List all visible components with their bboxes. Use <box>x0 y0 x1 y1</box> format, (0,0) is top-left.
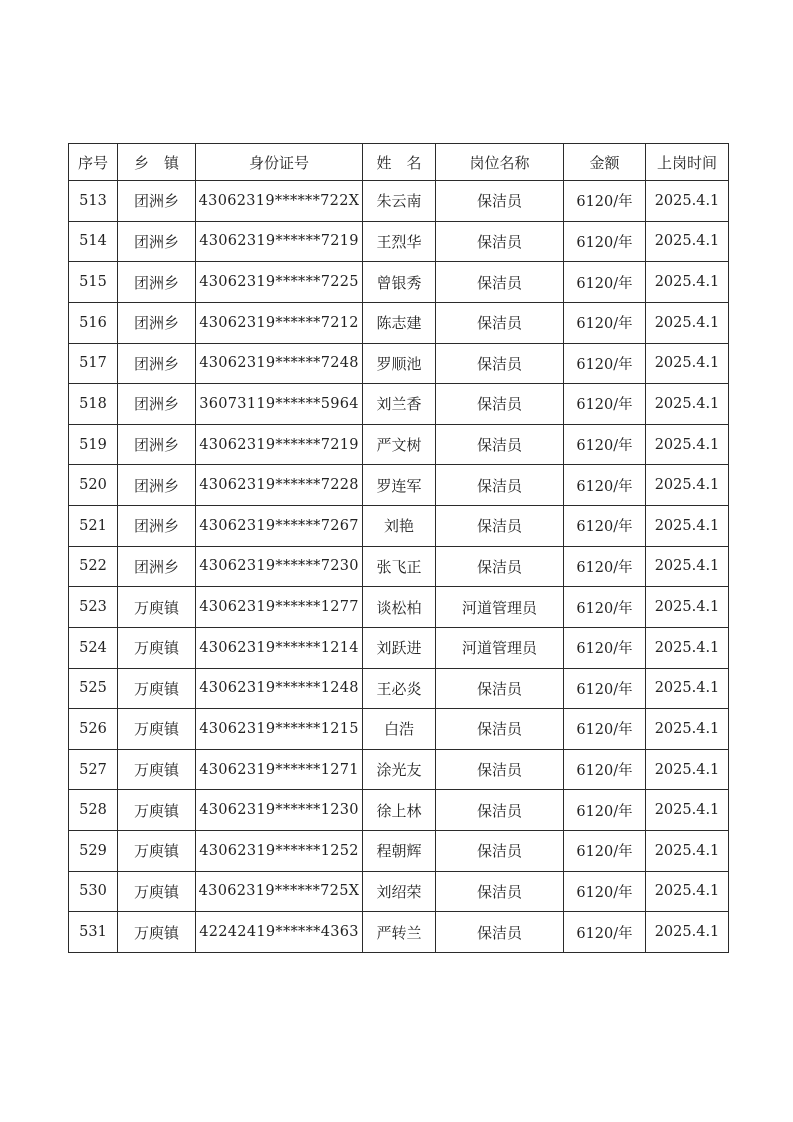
cell-seq: 520 <box>69 465 118 506</box>
cell-township: 万庾镇 <box>118 627 196 668</box>
cell-id_number: 43062319******7225 <box>196 262 363 303</box>
cell-township: 团洲乡 <box>118 465 196 506</box>
column-header-start_date: 上岗时间 <box>646 144 729 181</box>
cell-start_date: 2025.4.1 <box>646 546 729 587</box>
cell-amount: 6120/年 <box>564 587 646 628</box>
cell-start_date: 2025.4.1 <box>646 465 729 506</box>
cell-name: 涂光友 <box>363 749 436 790</box>
table-row <box>69 912 729 953</box>
cell-id_number: 43062319******1230 <box>196 790 363 831</box>
cell-township: 团洲乡 <box>118 221 196 262</box>
cell-seq: 531 <box>69 912 118 953</box>
cell-start_date: 2025.4.1 <box>646 912 729 953</box>
cell-seq: 521 <box>69 506 118 547</box>
cell-id_number: 42242419******4363 <box>196 912 363 953</box>
table-row <box>69 871 729 912</box>
cell-id_number: 43062319******725X <box>196 871 363 912</box>
cell-start_date: 2025.4.1 <box>646 302 729 343</box>
column-header-position: 岗位名称 <box>436 144 564 181</box>
cell-position: 河道管理员 <box>436 587 564 628</box>
cell-position: 保洁员 <box>436 709 564 750</box>
cell-start_date: 2025.4.1 <box>646 587 729 628</box>
table-row <box>69 709 729 750</box>
cell-position: 保洁员 <box>436 343 564 384</box>
cell-amount: 6120/年 <box>564 668 646 709</box>
cell-name: 陈志建 <box>363 302 436 343</box>
cell-amount: 6120/年 <box>564 506 646 547</box>
cell-position: 保洁员 <box>436 668 564 709</box>
cell-amount: 6120/年 <box>564 871 646 912</box>
table-row <box>69 262 729 303</box>
cell-position: 保洁员 <box>436 221 564 262</box>
cell-position: 保洁员 <box>436 465 564 506</box>
cell-amount: 6120/年 <box>564 546 646 587</box>
table-row <box>69 587 729 628</box>
cell-amount: 6120/年 <box>564 912 646 953</box>
cell-start_date: 2025.4.1 <box>646 871 729 912</box>
cell-amount: 6120/年 <box>564 709 646 750</box>
cell-name: 王必炎 <box>363 668 436 709</box>
table-row <box>69 506 729 547</box>
cell-name: 程朝辉 <box>363 831 436 872</box>
cell-seq: 524 <box>69 627 118 668</box>
cell-amount: 6120/年 <box>564 262 646 303</box>
cell-amount: 6120/年 <box>564 790 646 831</box>
cell-start_date: 2025.4.1 <box>646 262 729 303</box>
cell-name: 张飞正 <box>363 546 436 587</box>
cell-position: 河道管理员 <box>436 627 564 668</box>
cell-name: 徐上林 <box>363 790 436 831</box>
cell-seq: 515 <box>69 262 118 303</box>
cell-id_number: 36073119******5964 <box>196 384 363 425</box>
cell-name: 罗连军 <box>363 465 436 506</box>
cell-seq: 529 <box>69 831 118 872</box>
cell-position: 保洁员 <box>436 749 564 790</box>
cell-seq: 528 <box>69 790 118 831</box>
cell-amount: 6120/年 <box>564 302 646 343</box>
cell-id_number: 43062319******7267 <box>196 506 363 547</box>
cell-position: 保洁员 <box>436 424 564 465</box>
cell-township: 团洲乡 <box>118 302 196 343</box>
cell-seq: 527 <box>69 749 118 790</box>
cell-township: 万庾镇 <box>118 749 196 790</box>
cell-start_date: 2025.4.1 <box>646 709 729 750</box>
cell-amount: 6120/年 <box>564 831 646 872</box>
cell-id_number: 43062319******7228 <box>196 465 363 506</box>
cell-start_date: 2025.4.1 <box>646 627 729 668</box>
cell-amount: 6120/年 <box>564 749 646 790</box>
table-row <box>69 181 729 222</box>
cell-seq: 525 <box>69 668 118 709</box>
cell-position: 保洁员 <box>436 262 564 303</box>
cell-name: 白浩 <box>363 709 436 750</box>
cell-id_number: 43062319******7212 <box>196 302 363 343</box>
cell-start_date: 2025.4.1 <box>646 668 729 709</box>
table-row <box>69 424 729 465</box>
cell-township: 万庾镇 <box>118 912 196 953</box>
table-row <box>69 749 729 790</box>
cell-township: 万庾镇 <box>118 709 196 750</box>
cell-seq: 522 <box>69 546 118 587</box>
cell-township: 万庾镇 <box>118 668 196 709</box>
cell-id_number: 43062319******1214 <box>196 627 363 668</box>
cell-position: 保洁员 <box>436 506 564 547</box>
table-row <box>69 343 729 384</box>
cell-township: 团洲乡 <box>118 181 196 222</box>
cell-name: 王烈华 <box>363 221 436 262</box>
cell-township: 万庾镇 <box>118 790 196 831</box>
cell-position: 保洁员 <box>436 790 564 831</box>
cell-id_number: 43062319******1215 <box>196 709 363 750</box>
table-row <box>69 668 729 709</box>
table-row <box>69 302 729 343</box>
cell-id_number: 43062319******1252 <box>196 831 363 872</box>
column-header-name: 姓 名 <box>363 144 436 181</box>
cell-position: 保洁员 <box>436 546 564 587</box>
cell-id_number: 43062319******1271 <box>196 749 363 790</box>
cell-start_date: 2025.4.1 <box>646 749 729 790</box>
cell-township: 团洲乡 <box>118 424 196 465</box>
cell-id_number: 43062319******1248 <box>196 668 363 709</box>
cell-township: 团洲乡 <box>118 506 196 547</box>
cell-name: 刘跃进 <box>363 627 436 668</box>
cell-seq: 517 <box>69 343 118 384</box>
cell-amount: 6120/年 <box>564 221 646 262</box>
cell-township: 万庾镇 <box>118 831 196 872</box>
cell-seq: 530 <box>69 871 118 912</box>
cell-name: 刘艳 <box>363 506 436 547</box>
cell-seq: 518 <box>69 384 118 425</box>
cell-start_date: 2025.4.1 <box>646 506 729 547</box>
cell-township: 团洲乡 <box>118 546 196 587</box>
table-header-row <box>69 144 729 181</box>
cell-township: 万庾镇 <box>118 871 196 912</box>
personnel-roster-table <box>68 143 729 953</box>
cell-seq: 513 <box>69 181 118 222</box>
cell-amount: 6120/年 <box>564 627 646 668</box>
cell-start_date: 2025.4.1 <box>646 181 729 222</box>
cell-position: 保洁员 <box>436 302 564 343</box>
column-header-township: 乡 镇 <box>118 144 196 181</box>
cell-id_number: 43062319******7248 <box>196 343 363 384</box>
cell-seq: 516 <box>69 302 118 343</box>
cell-start_date: 2025.4.1 <box>646 221 729 262</box>
cell-name: 曾银秀 <box>363 262 436 303</box>
cell-position: 保洁员 <box>436 181 564 222</box>
cell-position: 保洁员 <box>436 871 564 912</box>
cell-start_date: 2025.4.1 <box>646 790 729 831</box>
cell-seq: 514 <box>69 221 118 262</box>
cell-name: 刘绍荣 <box>363 871 436 912</box>
cell-name: 朱云南 <box>363 181 436 222</box>
cell-seq: 523 <box>69 587 118 628</box>
table-body <box>69 181 729 953</box>
table-row <box>69 546 729 587</box>
cell-amount: 6120/年 <box>564 465 646 506</box>
table-row <box>69 831 729 872</box>
cell-township: 万庾镇 <box>118 587 196 628</box>
cell-position: 保洁员 <box>436 384 564 425</box>
cell-id_number: 43062319******722X <box>196 181 363 222</box>
table-row <box>69 627 729 668</box>
cell-start_date: 2025.4.1 <box>646 424 729 465</box>
cell-amount: 6120/年 <box>564 424 646 465</box>
cell-name: 谈松柏 <box>363 587 436 628</box>
column-header-amount: 金额 <box>564 144 646 181</box>
cell-start_date: 2025.4.1 <box>646 384 729 425</box>
column-header-seq: 序号 <box>69 144 118 181</box>
table-row <box>69 384 729 425</box>
cell-amount: 6120/年 <box>564 384 646 425</box>
cell-township: 团洲乡 <box>118 384 196 425</box>
cell-position: 保洁员 <box>436 912 564 953</box>
cell-id_number: 43062319******7219 <box>196 221 363 262</box>
cell-start_date: 2025.4.1 <box>646 831 729 872</box>
cell-amount: 6120/年 <box>564 181 646 222</box>
cell-amount: 6120/年 <box>564 343 646 384</box>
table-row <box>69 465 729 506</box>
table-row <box>69 790 729 831</box>
cell-position: 保洁员 <box>436 831 564 872</box>
cell-name: 严文树 <box>363 424 436 465</box>
column-header-id_number: 身份证号 <box>196 144 363 181</box>
cell-id_number: 43062319******7219 <box>196 424 363 465</box>
cell-id_number: 43062319******1277 <box>196 587 363 628</box>
cell-name: 刘兰香 <box>363 384 436 425</box>
cell-seq: 519 <box>69 424 118 465</box>
cell-id_number: 43062319******7230 <box>196 546 363 587</box>
table-row <box>69 221 729 262</box>
cell-township: 团洲乡 <box>118 343 196 384</box>
cell-name: 罗顺池 <box>363 343 436 384</box>
cell-township: 团洲乡 <box>118 262 196 303</box>
cell-start_date: 2025.4.1 <box>646 343 729 384</box>
cell-seq: 526 <box>69 709 118 750</box>
cell-name: 严转兰 <box>363 912 436 953</box>
